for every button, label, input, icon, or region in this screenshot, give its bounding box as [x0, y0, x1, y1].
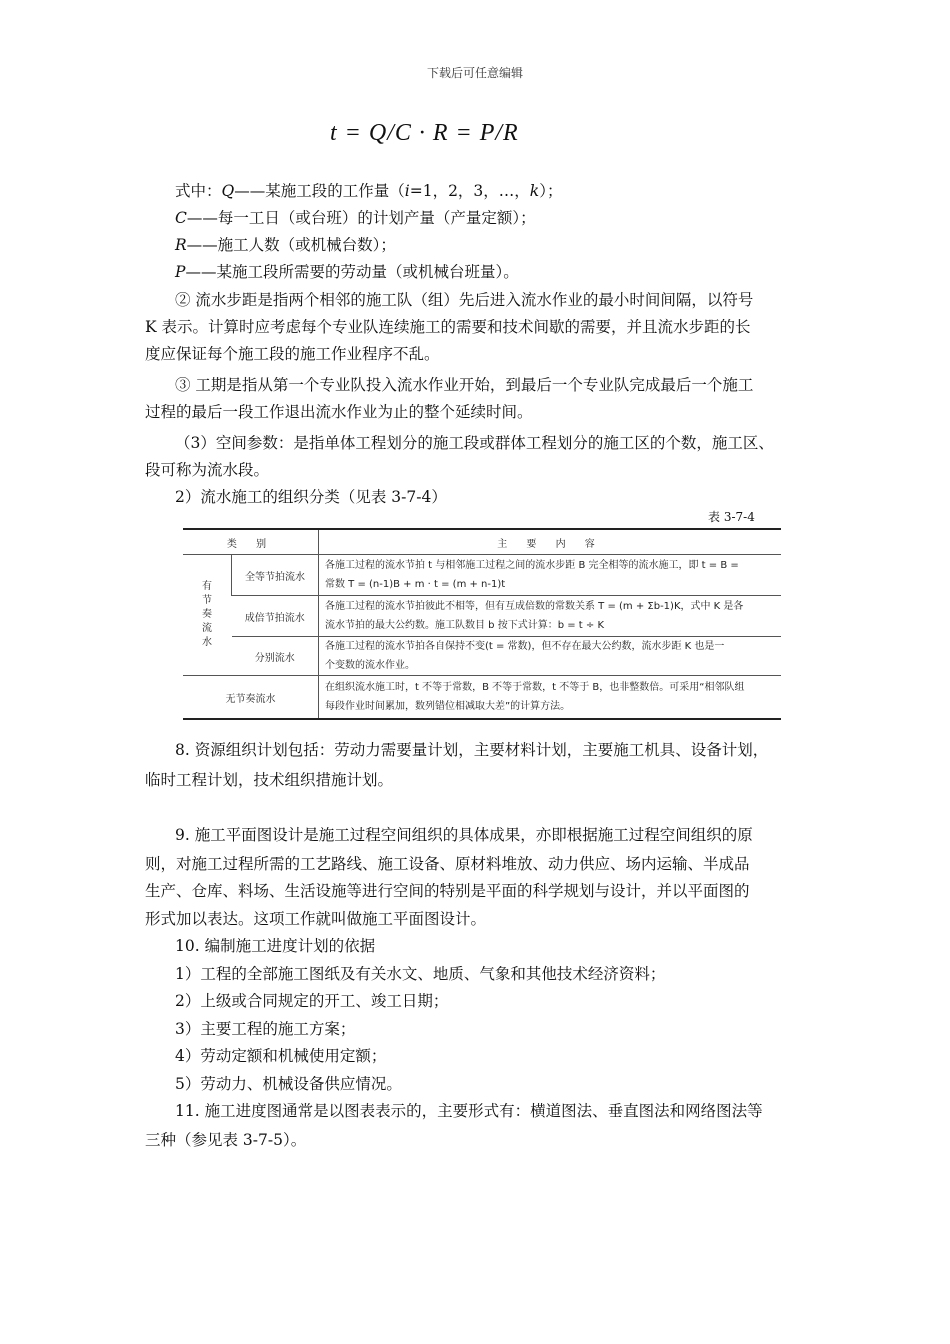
- table-cell-content: 各施工过程的流水节拍 t 与相邻施工过程之间的流水步距 B 完全相等的流水施工，即 t = B = 常数 T = (n-1)B + m · t = (m + n-1)t: [319, 555, 782, 596]
- definition-q: 式中：Q——某施工段的工作量（i=1，2，3，…，k）；: [175, 182, 563, 200]
- paragraph-line: ③ 工期是指从第一个专业队投入流水作业开始，到最后一个专业队完成最后一个施工: [175, 376, 754, 394]
- flow-construction-classification-table: [183, 528, 781, 720]
- paragraph-line: （3）空间参数：是指单体工程划分的施工段或群体工程划分的施工区的个数，施工区、: [175, 434, 774, 452]
- table-cell-category: 无节奏流水: [183, 676, 319, 720]
- table-row: [183, 637, 781, 676]
- paragraph-line: 8. 资源组织计划包括：劳动力需要量计划，主要材料计划，主要施工机具、设备计划，: [175, 741, 769, 759]
- table-row: [183, 596, 781, 637]
- paragraph-line: K 表示。计算时应考虑每个专业队连续施工的需要和技术间歇的需要，并且流水步距的长: [145, 318, 751, 336]
- table-row: [183, 555, 781, 596]
- table-cell-content: 各施工过程的流水节拍彼此不相等，但有互成倍数的常数关系 T = (m + Σb-1)K，式中 K 是各 流水节拍的最大公约数。施工队数目 b 按下式计算：b = t ÷ K: [319, 596, 782, 637]
- definition-r: R——施工人数（或机械台数）；: [175, 236, 396, 254]
- paragraph-line: 2）流水施工的组织分类（见表 3-7-4）: [175, 488, 447, 506]
- table-header-row: [183, 529, 781, 555]
- definition-c: C——每一工日（或台班）的计划产量（产量定额）；: [175, 209, 536, 227]
- paragraph-line: 度应保证每个施工段的施工作业程序不乱。: [145, 345, 440, 363]
- table-header-category: 类 别: [183, 529, 319, 555]
- paragraph-line: 则，对施工过程所需的工艺路线、施工设备、原材料堆放、动力供应、场内运输、半成品: [145, 855, 750, 873]
- list-item: 3）主要工程的施工方案；: [175, 1020, 356, 1038]
- paragraph-line: 临时工程计划，技术组织措施计划。: [145, 771, 394, 789]
- paragraph-line: 11. 施工进度图通常是以图表表示的，主要形式有：横道图法、垂直图法和网络图法等: [175, 1102, 763, 1120]
- page-header: 下载后可任意编辑: [426, 66, 523, 80]
- group-label: 有节奏流水: [183, 555, 232, 676]
- paragraph-line: 生产、仓库、料场、生活设施等进行空间的特别是平面的科学规划与设计，并以平面图的: [145, 882, 750, 900]
- paragraph-line: 9. 施工平面图设计是施工过程空间组织的具体成果，亦即根据施工过程空间组织的原: [175, 826, 753, 844]
- table-caption: 表 3-7-4: [708, 510, 755, 524]
- paragraph-line: 过程的最后一段工作退出流水作业为止的整个延续时间。: [145, 403, 533, 421]
- paragraph-line: 形式加以表达。这项工作就叫做施工平面图设计。: [145, 910, 487, 928]
- paragraph-line: 10. 编制施工进度计划的依据: [175, 937, 376, 955]
- list-item: 5）劳动力、机械设备供应情况。: [175, 1075, 402, 1093]
- list-item: 2）上级或合同规定的开工、竣工日期；: [175, 992, 449, 1010]
- list-item: 1）工程的全部施工图纸及有关水文、地质、气象和其他技术经济资料；: [175, 965, 666, 983]
- table-header-content: 主 要 内 容: [319, 529, 782, 555]
- paragraph-line: 三种（参见表 3-7-5）。: [145, 1131, 307, 1149]
- list-item: 4）劳动定额和机械使用定额；: [175, 1047, 387, 1065]
- definition-p: P——某施工段所需要的劳动量（或机械台班量）。: [175, 263, 519, 281]
- table-cell-category: 全等节拍流水: [232, 555, 319, 596]
- table-cell-content: 在组织流水施工时，t 不等于常数，B 不等于常数，t 不等于 B，也非整数倍。可采用“相邻队组 每段作业时间累加，数列错位相减取大差”的计算方法。: [319, 676, 782, 720]
- paragraph-line: ② 流水步距是指两个相邻的施工队（组）先后进入流水作业的最小时间间隔，以符号: [175, 291, 754, 309]
- table-cell-category: 分别流水: [232, 637, 319, 676]
- table-cell-category: 成倍节拍流水: [232, 596, 319, 637]
- table-cell-content: 各施工过程的流水节拍各自保持不变(t = 常数)，但不存在最大公约数，流水步距 K 也是一 个变数的流水作业。: [319, 637, 782, 676]
- table-row: [183, 676, 781, 720]
- formula: t = Q/C · R = P/R: [330, 120, 519, 146]
- paragraph-line: 段可称为流水段。: [145, 461, 270, 479]
